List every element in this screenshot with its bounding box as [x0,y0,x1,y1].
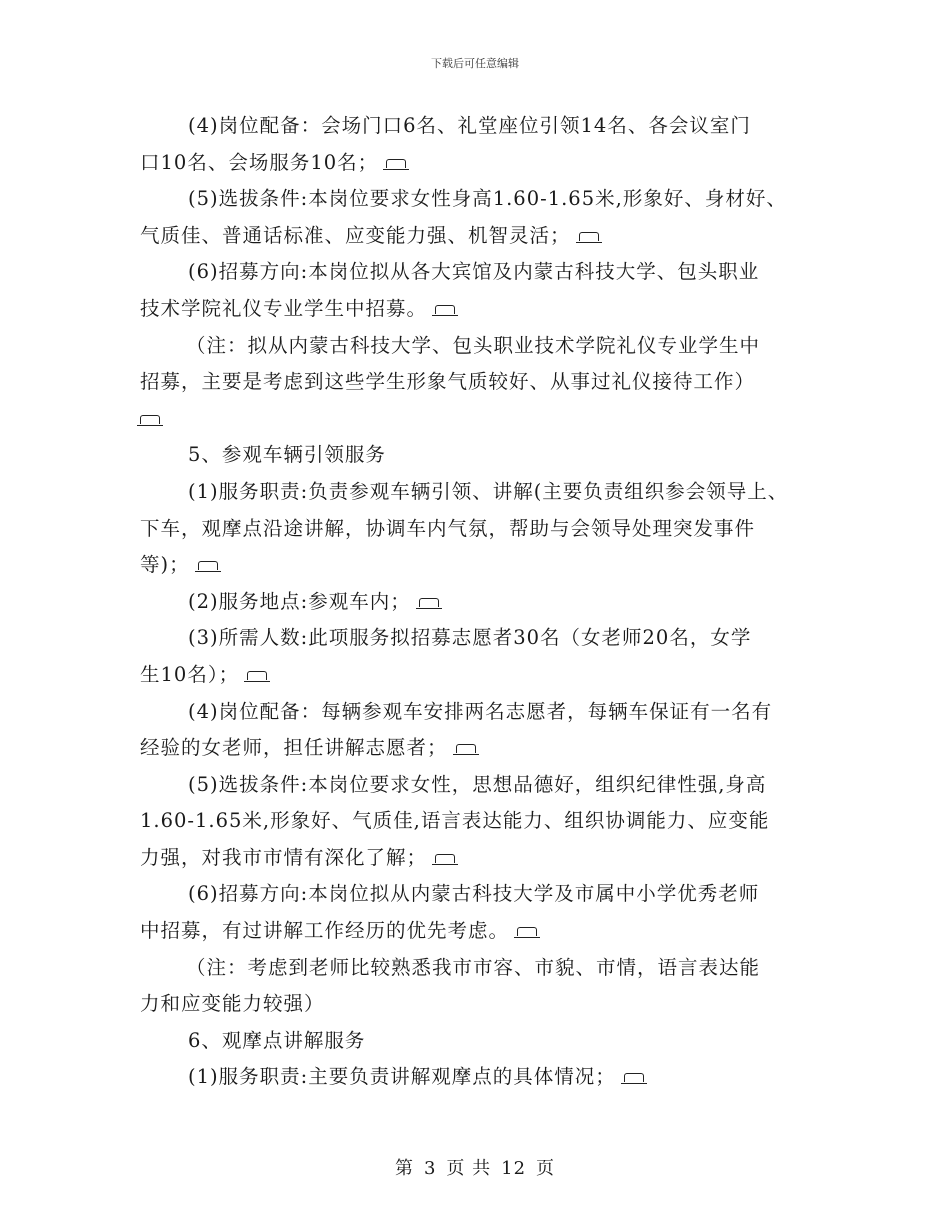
line-text: (6)招募方向:本岗位拟从各大宾馆及内蒙古科技大学、包头职业 [188,260,760,284]
line-text: (5)选拔条件:本岗位要求女性，思想品德好，组织纪律性强,身高 [188,772,767,796]
text-line [140,401,820,438]
line-text: 6、观摩点讲解服务 [188,1028,366,1052]
text-line [140,1059,820,1096]
line-text: (4)岗位配备：会场门口6名、礼堂座位引领14名、各会议室门 [188,114,751,137]
paragraph-mark-icon [435,854,455,863]
line-text: 5、参观车辆引领服务 [188,443,386,467]
text-line [140,694,820,731]
line-text: 等)； [140,553,190,577]
footer-total-pages: 12 [501,1158,527,1179]
line-text: (6)招募方向:本岗位拟从内蒙古科技大学及市属中小学优秀老师 [188,882,760,906]
text-line [140,803,820,840]
line-text: 中招募，有过讲解工作经历的优先考虑。 [140,919,510,943]
paragraph-mark-icon [435,305,455,314]
footer-middle: 页 共 [446,1158,492,1179]
paragraph-mark-icon [419,598,439,607]
text-line [140,108,820,145]
line-text: （注：拟从内蒙古科技大学、包头职业技术学院礼仪专业学生中 [186,333,761,357]
text-line [140,657,820,694]
line-text: 技术学院礼仪专业学生中招募。 [140,296,428,320]
text-line [140,254,820,291]
text-line [140,474,820,511]
line-text: 经验的女老师，担任讲解志愿者； [140,736,448,760]
footer-page-number: 3 [423,1158,437,1179]
text-line [140,913,820,950]
text-line [140,584,820,621]
line-text: (2)服务地点:参观车内； [188,589,411,613]
text-line [140,840,820,877]
line-text: (5)选拔条件:本岗位要求女性身高1.60-1.65米,形象好、身材好、 [188,187,787,211]
text-line [140,328,820,365]
paragraph-mark-icon [624,1073,644,1082]
text-line [140,547,820,584]
paragraph-mark-icon [198,561,218,570]
paragraph-mark-icon [579,232,599,241]
text-line [140,437,820,474]
line-text: (1)服务职责:主要负责讲解观摩点的具体情况； [188,1065,616,1089]
line-text: 力和应变能力较强） [140,992,325,1016]
text-line [140,950,820,987]
line-text: 气质佳、普通话标准、应变能力强、机智灵活； [140,223,571,247]
text-line [140,181,820,218]
text-line [140,767,820,804]
text-line [140,1023,820,1060]
text-line [140,364,820,401]
footer-prefix: 第 [394,1158,414,1179]
paragraph-mark-icon [517,927,537,936]
line-text: (3)所需人数:此项服务拟招募志愿者30名（女老师20名，女学 [188,626,752,650]
text-line [140,986,820,1023]
text-line [140,620,820,657]
text-line [140,511,820,548]
paragraph-mark-icon [247,671,267,680]
paragraph-mark-icon [456,744,476,753]
text-line [140,876,820,913]
text-line [140,218,820,255]
text-line [140,145,820,182]
line-text: (1)服务职责:负责参观车辆引领、讲解(主要负责组织参会领导上、 [188,479,789,503]
line-text: (4)岗位配备：每辆参观车安排两名志愿者，每辆车保证有一名有 [188,699,773,723]
line-text: 生10名）； [140,662,240,686]
document-body [140,108,820,1096]
page-footer [0,1154,950,1180]
line-text: 1.60-1.65米,形象好、气质佳,语言表达能力、组织协调能力、应变能 [140,809,770,833]
line-text: 招募，主要是考虑到这些学生形象气质较好、从事过礼仪接待工作） [140,370,756,394]
paragraph-mark-icon [140,415,160,424]
line-text: （注：考虑到老师比较熟悉我市市容、市貌、市情，语言表达能 [186,955,761,979]
line-text: 口10名、会场服务10名； [140,150,379,174]
text-line [140,730,820,767]
page-header: 下载后可任意编辑 [431,57,519,70]
paragraph-mark-icon [386,159,406,168]
line-text: 力强，对我市市情有深化了解； [140,845,428,869]
line-text: 下车，观摩点沿途讲解，协调车内气氛，帮助与会领导处理突发事件 [140,516,756,540]
text-line [140,291,820,328]
footer-suffix: 页 [536,1158,556,1179]
